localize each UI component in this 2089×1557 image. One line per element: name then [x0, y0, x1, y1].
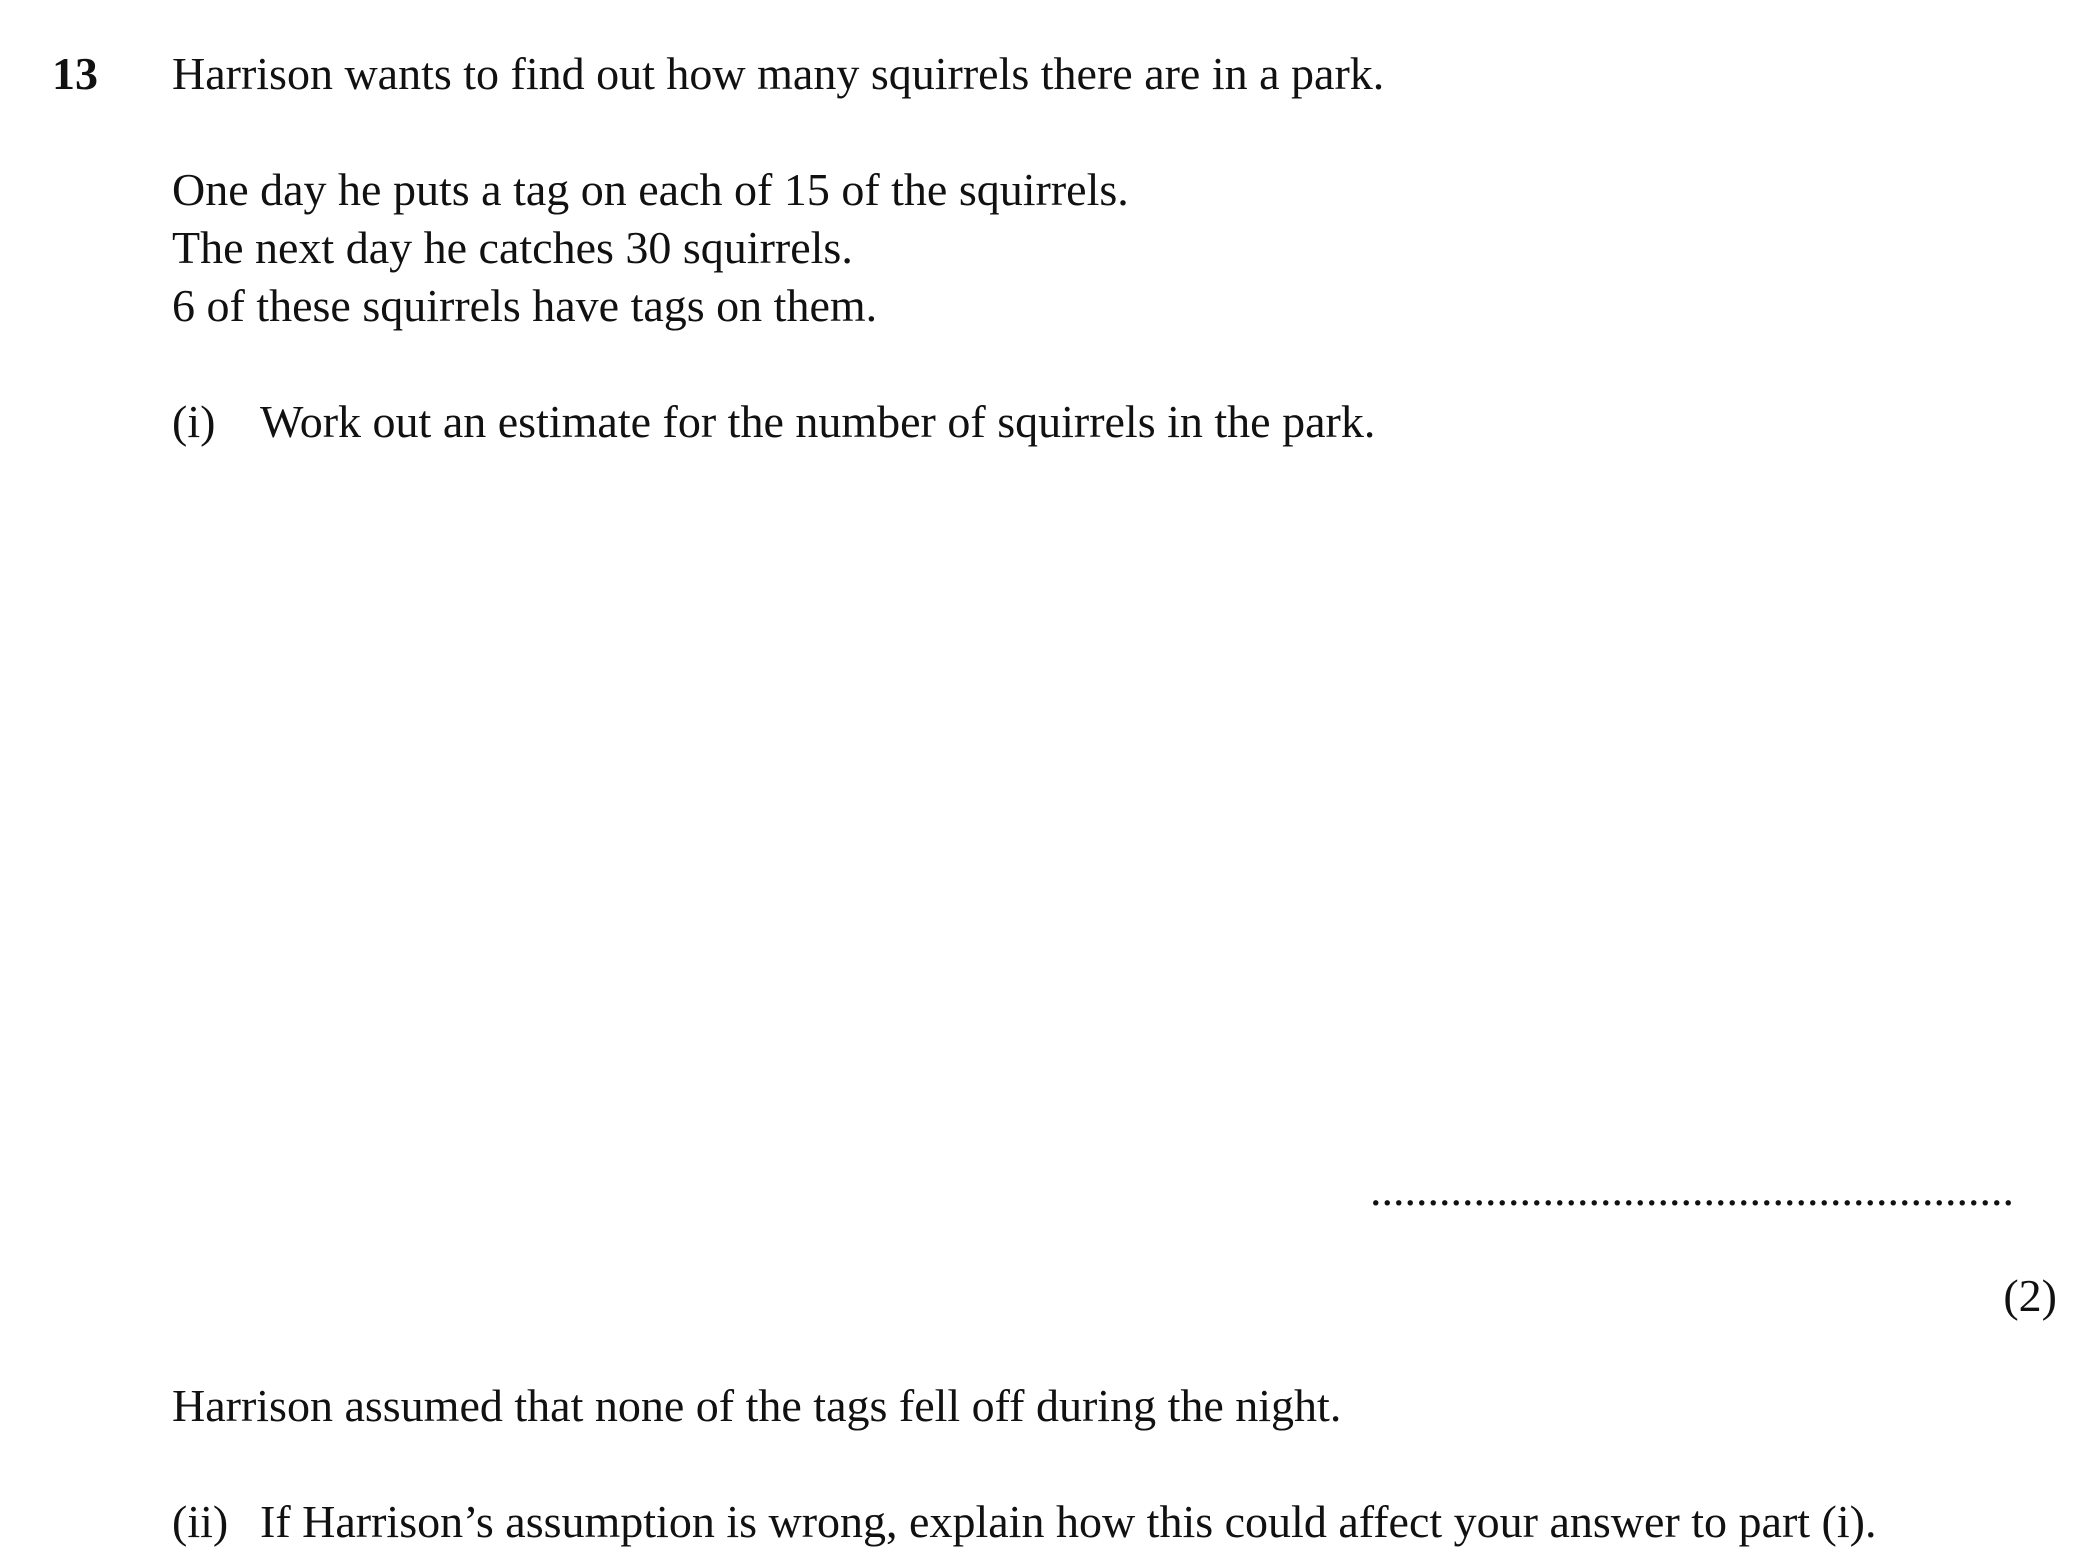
assumption-text: Harrison assumed that none of the tags fell off during the night.	[172, 1380, 1342, 1431]
part-ii-prompt	[172, 1492, 1876, 1552]
question-intro: Harrison wants to find out how many squirrels there are in a park.	[172, 48, 1385, 99]
fact-line-3: 6 of these squirrels have tags on them.	[172, 280, 878, 331]
part-i-prompt	[172, 392, 1375, 452]
answer-line-part-i[interactable]: ........................................................	[1370, 1164, 2014, 1215]
fact-line-2: The next day he catches 30 squirrels.	[172, 222, 853, 273]
part-i-text: Work out an estimate for the number of squirrels in the park.	[260, 396, 1376, 447]
part-ii-label: (ii)	[172, 1496, 229, 1547]
fact-line-1: One day he puts a tag on each of 15 of the squirrels.	[172, 164, 1129, 215]
question-number: 13	[52, 48, 98, 99]
marks-part-i: (2)	[2003, 1270, 2057, 1321]
part-i-label: (i)	[172, 396, 216, 447]
part-ii-text: If Harrison’s assumption is wrong, explain how this could affect your answer to part (i).	[260, 1496, 1877, 1547]
